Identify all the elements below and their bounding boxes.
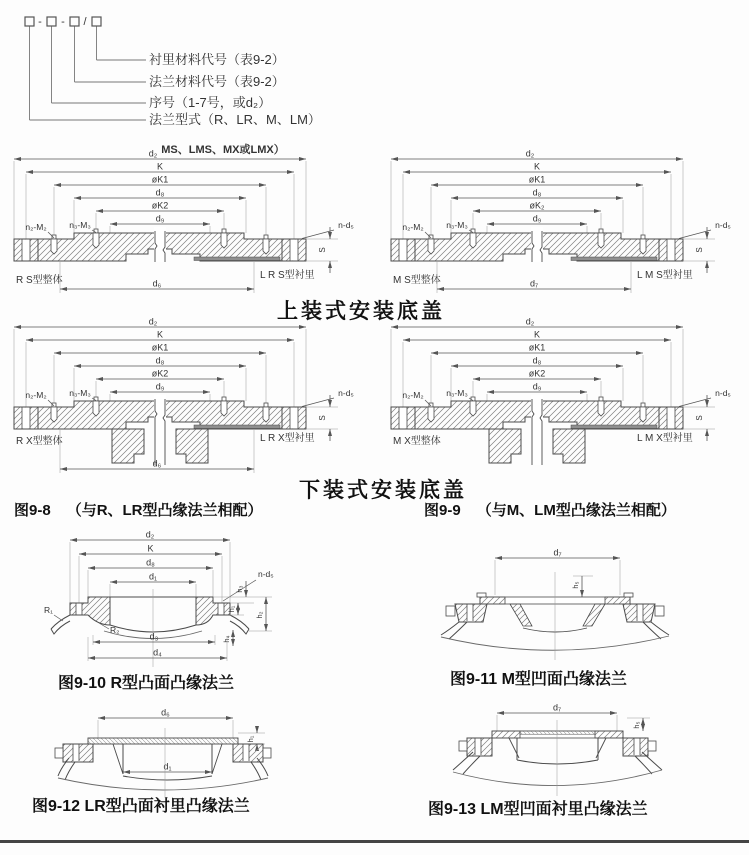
- n2-m2-label: n₂-M₂: [25, 390, 47, 400]
- heading-top-mount: 上装式安装底盖: [277, 299, 445, 323]
- lining-strip: [194, 425, 280, 429]
- dim-label: d₄: [153, 647, 162, 658]
- drawing-ms-lms-section: [385, 143, 749, 305]
- separator-dash: -: [38, 16, 42, 28]
- n-d5-label: n-d₅: [715, 220, 731, 230]
- dim-label: d₉: [532, 381, 542, 392]
- code-box: [92, 17, 101, 26]
- dim-label: d₂: [148, 148, 158, 159]
- r-flange-group: [44, 530, 274, 668]
- caption-fig9-9: [424, 499, 676, 520]
- dim-label: d₉: [155, 213, 165, 224]
- dim-label: K: [156, 161, 164, 172]
- dim-label: d₆: [152, 278, 162, 289]
- drawing-lr-flange: [55, 700, 365, 805]
- code-box: [70, 17, 79, 26]
- s-dim-label: S: [318, 415, 327, 421]
- drawing-lm-flange: [420, 700, 740, 805]
- caption-fig9-13: 图9-13 LM型凹面衬里凸缘法兰: [428, 801, 648, 818]
- h1-label: h₁: [246, 735, 255, 743]
- dim-label: d₂: [148, 316, 158, 327]
- n-d5-label: n-d₅: [258, 569, 274, 579]
- series-note: MS、LMS、MX或LMX）: [161, 144, 285, 156]
- n-d5-label: n-d₅: [338, 388, 354, 398]
- n3-m3-label: n₃-M₃: [446, 220, 468, 230]
- dim-label: øK1: [151, 174, 169, 185]
- flange-section-rs: [14, 142, 354, 293]
- dim-label: d₈: [146, 557, 155, 568]
- lining-face: [520, 731, 595, 734]
- h3-label: h₃: [235, 585, 244, 593]
- flange-section-mx: [391, 317, 731, 466]
- n2-m2-label: n₂-M₂: [402, 222, 424, 232]
- s-dim-label: S: [318, 247, 327, 253]
- type-label-left: M S型整体: [393, 275, 441, 286]
- dim-label: d₉: [155, 381, 165, 392]
- h5-label: h₅: [632, 721, 641, 729]
- dim-label: K: [147, 543, 154, 554]
- r1-label: R₁: [44, 605, 54, 615]
- lining-face: [88, 738, 238, 744]
- fig9-8-note: （与R、LR型凸缘法兰相配）: [66, 502, 263, 519]
- type-label-right: L R X型衬里: [260, 433, 315, 444]
- dim-label: øK1: [528, 174, 546, 185]
- fig9-8-label: 图9-8: [14, 502, 51, 519]
- type-label-right: L M X型衬里: [637, 433, 693, 444]
- designation-label-flange-material: 法兰材料代号（表9-2）: [149, 74, 285, 89]
- fig9-9-note: （与M、LM型凸缘法兰相配）: [476, 502, 676, 519]
- drawing-rs-lrs-section: [8, 143, 380, 305]
- drawing-mx-lmx-section: [385, 311, 749, 487]
- dim-label: d₁: [163, 761, 172, 772]
- caption-fig9-11: 图9-11 M型凹面凸缘法兰: [450, 671, 627, 688]
- lr-flange-group: [55, 708, 271, 799]
- dim-label: K: [156, 329, 164, 340]
- bottom-rule: [0, 840, 749, 843]
- lining-strip: [571, 425, 657, 429]
- code-box: [25, 17, 34, 26]
- drawing-r-flange: [40, 527, 370, 672]
- h4-label: h₄: [222, 635, 231, 643]
- h5-label: h₅: [571, 581, 580, 589]
- dim-label: øK₂: [529, 200, 545, 211]
- dim-label: K: [533, 161, 541, 172]
- designation-group: [25, 16, 321, 127]
- separator-dash: -: [61, 16, 65, 28]
- dim-label: d₃: [149, 631, 159, 642]
- dim-label: øK2: [528, 368, 546, 379]
- designation-label-lining-material: 衬里材料代号（表9-2）: [149, 52, 285, 67]
- type-label-left: M X型整体: [393, 436, 441, 447]
- m-flange-group: [441, 548, 669, 661]
- dim-label: øK1: [528, 342, 546, 353]
- code-box: [47, 17, 56, 26]
- lm-flange-group: [453, 703, 662, 797]
- designation-label-serial-no: 序号（1-7号，或d₂）: [149, 95, 272, 110]
- separator-slash: /: [83, 16, 87, 28]
- flange-section-rx: [14, 317, 354, 474]
- type-label-left: R S型整体: [16, 275, 63, 286]
- n3-m3-label: n₃-M₃: [446, 388, 468, 398]
- n3-m3-label: n₃-M₃: [69, 388, 91, 398]
- n3-m3-label: n₃-M₃: [69, 220, 91, 230]
- dim-label: øK2: [151, 200, 169, 211]
- designation-code-diagram: [8, 6, 408, 138]
- n-d5-label: n-d₅: [715, 388, 731, 398]
- dim-label: d₇: [529, 278, 539, 289]
- lining-strip: [571, 257, 657, 261]
- dim-label: d₇: [552, 702, 562, 713]
- dim-label: d₈: [532, 187, 542, 198]
- dim-label: d₇: [553, 547, 562, 558]
- dim-label: d₉: [532, 213, 542, 224]
- dim-label: K: [533, 329, 541, 340]
- dim-label: d₁: [148, 571, 158, 582]
- s-dim-label: S: [695, 415, 704, 421]
- dim-label: d₆: [152, 458, 162, 469]
- dim-label: d₈: [155, 187, 165, 198]
- heading-bottom-mount: 下装式安装底盖: [299, 478, 467, 502]
- flange-section-ms: [391, 149, 731, 294]
- dim-label: d₈: [155, 355, 165, 366]
- caption-fig9-10: 图9-10 R型凸面凸缘法兰: [58, 675, 235, 692]
- caption-fig9-12: 图9-12 LR型凸面衬里凸缘法兰: [32, 798, 250, 815]
- dim-label: øK2: [151, 368, 169, 379]
- r2-label: R₂: [110, 625, 120, 635]
- h2-label: h₂: [255, 611, 264, 619]
- fig9-9-label: 图9-9: [424, 502, 461, 519]
- drawing-rx-lrx-section: [8, 311, 380, 487]
- dim-label: d₈: [532, 355, 542, 366]
- h1-label: h₁: [227, 605, 236, 613]
- drawing-m-flange: [425, 540, 740, 665]
- designation-label-flange-type: 法兰型式（R、LR、M、LM）: [149, 112, 321, 127]
- dim-label: d₆: [161, 707, 170, 718]
- dim-label: øK1: [151, 342, 169, 353]
- type-label-left: R X型整体: [16, 436, 63, 447]
- n-d5-label: n-d₅: [338, 220, 354, 230]
- caption-fig9-8: [14, 499, 263, 520]
- dim-label: d₂: [525, 148, 535, 159]
- dim-label: d₂: [145, 529, 155, 540]
- type-label-right: L M S型衬里: [637, 270, 693, 281]
- dim-label: d₂: [525, 316, 535, 327]
- n2-m2-label: n₂-M₂: [25, 222, 47, 232]
- n2-m2-label: n₂-M₂: [402, 390, 424, 400]
- s-dim-label: S: [695, 247, 704, 253]
- type-label-right: L R S型衬里: [260, 270, 315, 281]
- lining-strip: [194, 257, 280, 261]
